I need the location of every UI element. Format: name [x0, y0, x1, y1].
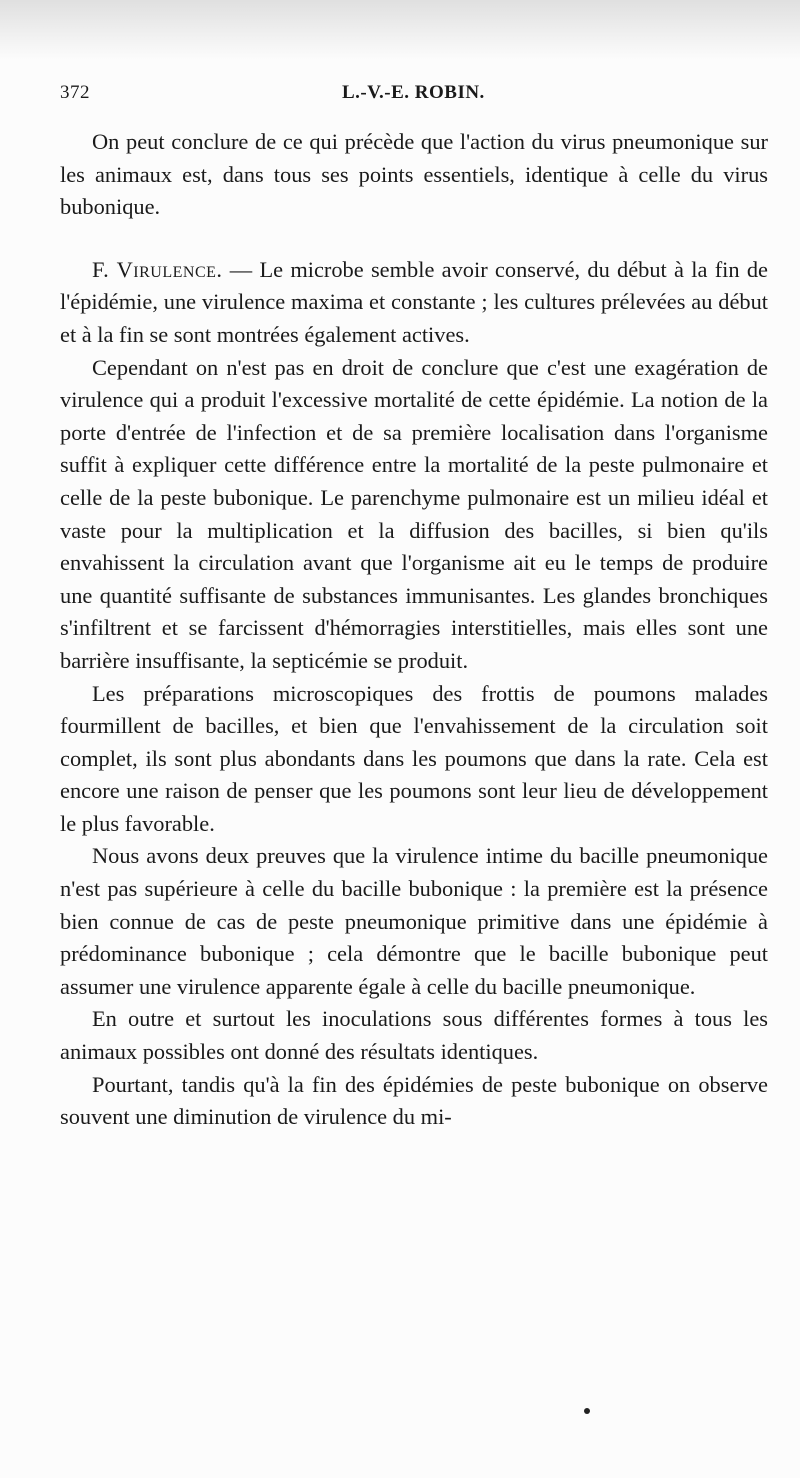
section-dash: — [222, 256, 260, 282]
paragraph-virulence [60, 254, 768, 352]
page-number: 372 [60, 82, 90, 103]
paragraph-mortality: Cependant on n'est pas en droit de conclure que c'est une exagération de virulence qui a produit l'excessive mortalité de cette épidémie. La notion de la porte d'entrée de l'infection et de sa première localisation dans l'organisme suffit à expliquer cette différence entre la mortalité de la peste pulmonaire et celle de la peste bubonique. Le parenchyme pulmonaire est un milieu idéal et vaste pour la multiplication et la diffusion des bacilles, si bien qu'ils envahissent la circulation avant que l'organisme ait eu le temps de produire une quantité suffisante de substances immunisantes. Les glandes bronchiques s'infiltrent et se farcissent d'hémorragies interstitielles, mais elles sont une barrière insuffisante, la septicémie se produit. [60, 354, 768, 673]
page-header [60, 82, 760, 114]
paragraph-pourtant: Pourtant, tandis qu'à la fin des épidémies de peste bubonique on observe souvent une diminution de virulence du mi- [60, 1071, 768, 1130]
section-heading: F. Virulence. [92, 256, 223, 282]
paragraph-inoculations: En outre et surtout les inoculations sous différentes formes à tous les animaux possibles ont donné des résultats identiques. [60, 1006, 768, 1065]
scan-shadow [0, 0, 800, 60]
paragraph-virulence-text: Le microbe semble avoir conservé, du début à la fin de l'épidémie, une virulence maxima et constante ; les cultures prélevées au début et à la fin se sont montrées également actives. [60, 256, 768, 347]
paragraph-preparations: Les préparations microscopiques des frottis de poumons malades fourmillent de bacilles, et bien que l'envahissement de la circulation soit complet, ils sont plus abondants dans les poumons que dans la rate. Cela est encore une raison de penser que les poumons sont leur lieu de développement le plus favorable. [60, 680, 768, 836]
running-head: L.-V.-E. ROBIN. [342, 82, 485, 103]
body-text [60, 126, 768, 1134]
paragraph-proofs: Nous avons deux preuves que la virulence intime du bacille pneumonique n'est pas supérieure à celle du bacille bubonique : la première est la présence bien connue de cas de peste pneumonique primitive dans une épidémie à prédominance bubonique ; cela démontre que le bacille bubonique peut assumer une virulence apparente égale à celle du bacille pneumonique. [60, 843, 768, 999]
paragraph-conclusion: On peut conclure de ce qui précède que l'action du virus pneumonique sur les animaux est, dans tous ses points essentiels, identique à celle du virus bubonique. [60, 129, 768, 220]
page-mark [584, 1408, 590, 1414]
